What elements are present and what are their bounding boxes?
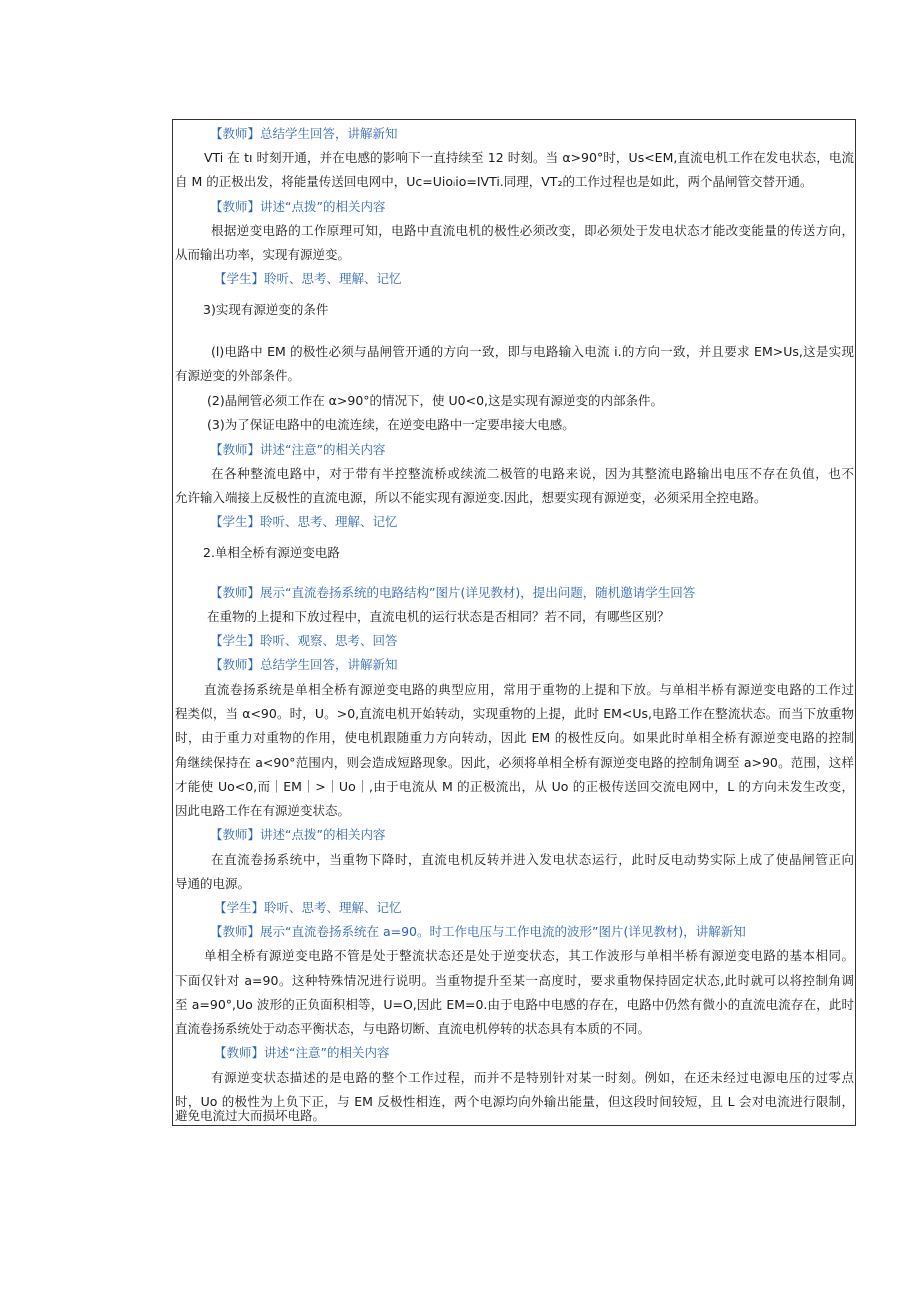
paragraph-hoist-line-4: 角继续保持在 a<90°范围内，则会造成短路现象。因此，必须将单相全桥有源逆变电路的控制角调至 a>90。范围，这样: [175, 755, 854, 770]
paragraph-vt1-line-2: 自 M 的正极出发，将能量传送回电网中，Uc=Uioᵢio=IVTi.同理，VT₂的工作过程也是如此，两个晶闸管交替开通。: [175, 174, 813, 189]
student-listen-heading-1: 【学生】聆听、思考、理解、记忆: [214, 271, 402, 286]
teacher-dianbo-heading-1: 【教师】讲述“点拨”的相关内容: [210, 199, 386, 214]
teacher-zhuyi-heading-1: 【教师】讲述“注意”的相关内容: [210, 442, 386, 457]
teacher-show-heading-2: 【教师】展示“直流卷扬系统在 a=90。时工作电压与工作电流的波形”图片(详见教材)，讲解新知: [210, 924, 746, 939]
teacher-summary-heading-2: 【教师】总结学生回答，讲解新知: [210, 657, 398, 672]
paragraph-a90-line-3: 至 a=90°,Uo 波形的正负面积相等，U=O,因此 EM=0.由于电路中电感的存在，电路中仍然有微小的直流电流存在，此时: [175, 997, 854, 1012]
paragraph-hoist-line-3: 时，由于重力对重物的作用，使电机跟随重力方向转动，因此 EM 的极性反向。如果此时单相全桥有源逆变电路的控制: [175, 730, 854, 745]
condition-2: (2)晶闸管必须工作在 α>90°的情况下，使 U0<0,这是实现有源逆变的内部条件。: [207, 393, 664, 408]
condition-1-line-2: 有源逆变的外部条件。: [175, 368, 301, 383]
condition-3: (3)为了保证电路中的电流连续，在逆变电路中一定要串接大电感。: [207, 417, 575, 432]
paragraph-state-line-1: 有源逆变状态描述的是电路的整个工作过程，而并不是特别针对某一时刻。例如，在还未经过电源电压的过零点: [211, 1070, 854, 1085]
paragraph-hoist-line-6: 因此电路工作在有源逆变状态。: [175, 803, 351, 818]
paragraph-hoist-line-1: 直流卷扬系统是单相全桥有源逆变电路的典型应用，常用于重物的上提和下放。与单相半桥有源逆变电路的工作过: [204, 682, 854, 697]
paragraph-state-line-3: 避免电流过大而损坏电路。: [175, 1108, 326, 1123]
student-listen-heading-2: 【学生】聆听、思考、理解、记忆: [210, 514, 398, 529]
paragraph-hoist-line-2: 程类似，当 α<90。时，U。>0,直流电机开始转动，实现重物的上提，此时 EM<Us,电路工作在整流状态。而当下放重物: [175, 706, 854, 721]
paragraph-rectifier-line-2: 允许输入端接上反极性的直流电源，所以不能实现有源逆变.因此，想要实现有源逆变，必须采用全控电路。: [175, 490, 767, 505]
paragraph-hoist-line-5: 才能使 Uo<0,而｜EM｜>｜Uo｜,由于电流从 M 的正极流出，从 Uo 的正极传送回交流电网中，L 的方向未发生改变，: [175, 779, 854, 794]
section-3-title: 3)实现有源逆变的条件: [203, 302, 329, 317]
teacher-zhuyi-heading-2: 【教师】讲述“注意”的相关内容: [214, 1045, 390, 1060]
section-2-title: 2.单相全桥有源逆变电路: [203, 545, 340, 560]
paragraph-vt1-line-1: VTi 在 tı 时刻开通，并在电感的影响下一直持续至 12 时刻。当 α>90°时，Us<EM,直流电机工作在发电状态，电流: [204, 150, 854, 165]
paragraph-inverter-line-2: 从而输出功率，实现有源逆变。: [175, 247, 351, 262]
student-observe-heading: 【学生】聆听、观察、思考、回答: [210, 633, 398, 648]
teacher-show-heading-1: 【教师】展示“直流卷扬系统的电路结构”图片(详见教材)，提出问题，随机邀请学生回答: [210, 585, 696, 600]
paragraph-a90-line-1: 单相全桥有源逆变电路不管是处于整流状态还是处于逆变状态，其工作波形与单相半桥有源逆变电路的基本相同。: [204, 948, 854, 963]
paragraph-state-line-2: 时，Uo 的极性为上负下正，与 EM 反极性相连，两个电源均向外输出能量，但这段时间较短，且 L 会对电流进行限制，: [175, 1094, 854, 1109]
paragraph-descend-line-2: 导通的电源。: [175, 876, 251, 891]
paragraph-rectifier-line-1: 在各种整流电路中，对于带有半控整流桥或续流二极管的电路来说，因为其整流电路输出电压不存在负值，也不: [211, 466, 854, 481]
paragraph-a90-line-4: 直流卷扬系统处于动态平衡状态，与电路切断、直流电机停转的状态具有本质的不同。: [175, 1021, 651, 1036]
teacher-summary-heading-1: 【教师】总结学生回答，讲解新知: [210, 126, 398, 141]
teacher-dianbo-heading-2: 【教师】讲述“点拨”的相关内容: [210, 827, 386, 842]
condition-1-line-1: (l)电路中 EM 的极性必须与晶闸管开通的方向一致，即与电路输入电流 i.的方向一致，并且要求 EM>Us,这是实现: [211, 344, 854, 359]
paragraph-a90-line-2: 下面仅针对 a=90。这种特殊情况进行说明。当重物提升至某一高度时，要求重物保持固定状态,此时就可以将控制角调: [175, 973, 854, 988]
student-listen-heading-3: 【学生】聆听、思考、理解、记忆: [214, 900, 402, 915]
paragraph-descend-line-1: 在直流卷扬系统中，当重物下降时，直流电机反转并进入发电状态运行，此时反电动势实际上成了使晶闸管正向: [211, 852, 854, 867]
paragraph-inverter-line-1: 根据逆变电路的工作原理可知，电路中直流电机的极性必须改变，即必须处于发电状态才能改变能量的传送方向，: [211, 223, 854, 238]
question-text: 在重物的上提和下放过程中，直流电机的运行状态是否相同？若不同，有哪些区别？: [207, 609, 670, 624]
